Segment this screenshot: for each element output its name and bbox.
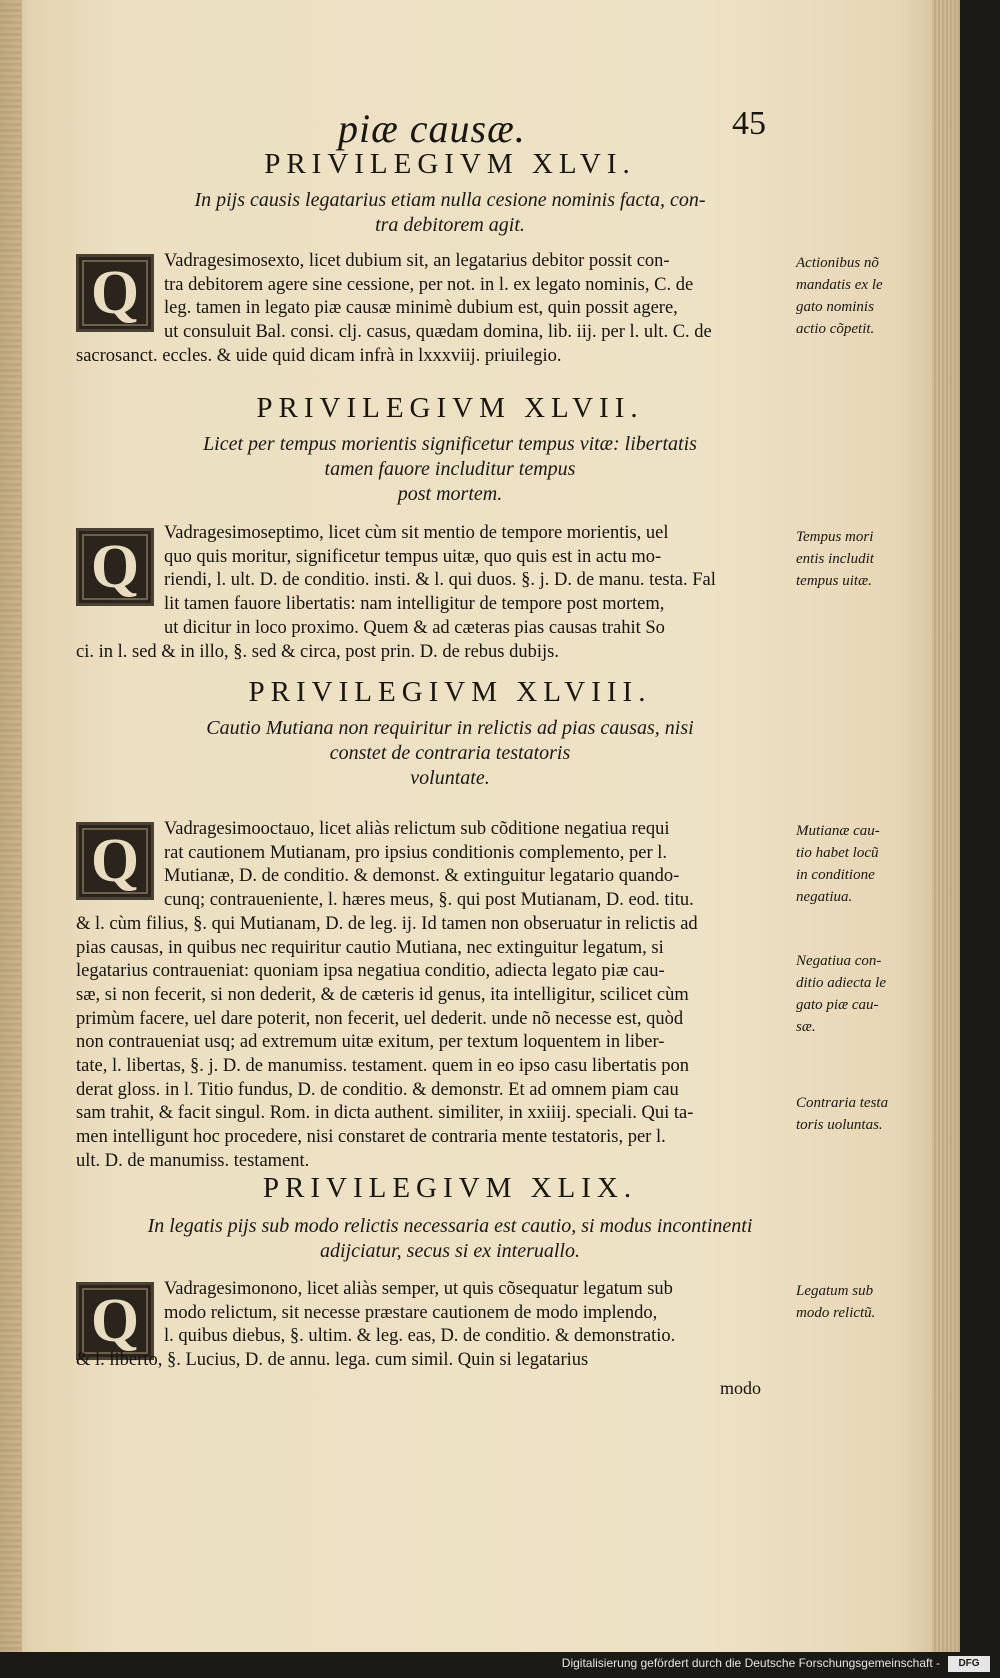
- summary-line: post mortem.: [397, 483, 503, 505]
- text-line: men intelligunt hoc procedere, nisi constaret de contraria mente testatoris, per l.: [76, 1127, 666, 1148]
- margin-note: [796, 526, 892, 592]
- section-heading: PRIVILEGIVM XLVII.: [256, 392, 644, 424]
- text-line: lit tamen fauore libertatis: nam intelligitur de tempore post mortem,: [164, 594, 665, 615]
- page-number: 45: [732, 105, 766, 142]
- margin-note-line: entis includit: [796, 551, 874, 567]
- text-line: tra debitorem agere sine cessione, per not. in l. ex legato nominis, C. de: [164, 274, 694, 295]
- summary-line: tamen fauore includitur tempus: [324, 458, 576, 480]
- summary-line: constet de contraria testatoris: [329, 742, 571, 764]
- text-line: riendi, l. ult. D. de conditio. insti. & l. qui duos. §. j. D. de manu. testa. Fal: [164, 570, 716, 591]
- margin-note-line: Contraria testa: [796, 1095, 889, 1111]
- initial-letter: Q: [90, 1287, 140, 1355]
- section-summary: [130, 716, 770, 791]
- margin-note-line: mandatis ex le: [796, 277, 883, 293]
- initial-letter: Q: [90, 827, 140, 895]
- summary-line: Cautio Mutiana non requiritur in relictis ad pias causas, nisi: [206, 717, 694, 739]
- running-head-title: piæ causæ.: [338, 106, 526, 151]
- margin-note: [796, 1092, 892, 1136]
- text-line: Vadragesimoseptimo, licet cùm sit mentio de tempore morientis, uel: [164, 523, 669, 543]
- text-line: Vadragesimooctauo, licet aliàs relictum sub cõditione negatiua requi: [164, 819, 670, 839]
- text-line: ult. D. de manumiss. testament.: [76, 1150, 310, 1171]
- text-line: Mutianæ, D. de conditio. & demonst. & extinguitur legatario quando-: [164, 866, 680, 887]
- text-line: l. quibus diebus, §. ultim. & leg. eas, D. de conditio. & demonstratio.: [164, 1326, 676, 1347]
- text-line: quo quis moritur, significetur tempus uitæ, quo quis est in actu mo-: [164, 546, 662, 567]
- margin-note-line: gato piæ cau-: [796, 997, 879, 1013]
- section-heading: PRIVILEGIVM XLVIII.: [248, 676, 652, 708]
- margin-note-line: sæ.: [796, 1019, 816, 1035]
- margin-note: [796, 820, 892, 908]
- margin-note-line: negatiua.: [796, 889, 853, 905]
- text-line: sacrosanct. eccles. & uide quid dicam infrà in lxxxviij. priuilegio.: [76, 345, 562, 366]
- summary-line: In legatis pijs sub modo relictis necessaria est cautio, si modus incontinenti: [147, 1215, 753, 1237]
- text-line: Vadragesimonono, licet aliàs semper, ut quis cõsequatur legatum sub: [164, 1279, 673, 1299]
- margin-note-line: Mutianæ cau-: [796, 823, 880, 839]
- text-line: & l. liberto, §. Lucius, D. de annu. lega. cum simil. Quin si legatarius: [76, 1350, 589, 1371]
- margin-note: [796, 1280, 892, 1324]
- text-line: modo relictum, sit necesse præstare cautionem de modo implendo,: [164, 1302, 658, 1323]
- section-text: [76, 818, 766, 1174]
- margin-note-line: Actionibus nõ: [796, 255, 879, 271]
- margin-note: [796, 950, 892, 1038]
- summary-line: voluntate.: [410, 767, 490, 789]
- margin-note-line: toris uoluntas.: [796, 1117, 883, 1133]
- initial-letter: Q: [90, 533, 140, 601]
- summary-line: tra debitorem agit.: [375, 214, 525, 236]
- section-text: [76, 250, 766, 369]
- text-line: legatarius contraueniat: quoniam ipsa negatiua conditio, adiecta legato piæ cau-: [76, 961, 665, 982]
- summary-line: In pijs causis legatarius etiam nulla cesione nominis facta, con-: [194, 189, 706, 211]
- initial-letter: Q: [90, 259, 140, 327]
- margin-note-line: tempus uitæ.: [796, 573, 872, 589]
- margin-note-line: Negatiua con-: [796, 953, 882, 969]
- section-heading: PRIVILEGIVM XLIX.: [262, 1172, 638, 1204]
- margin-note-line: Tempus mori: [796, 529, 874, 545]
- text-line: non contraueniat usq; ad extremum uitæ exitum, per textum loquentem in liber-: [76, 1032, 665, 1053]
- margin-note-line: gato nominis: [796, 299, 874, 315]
- text-line: ut consuluit Bal. consi. clj. casus, quædam domina, lib. iij. per l. ult. C. de: [164, 322, 712, 343]
- running-head: [70, 105, 830, 151]
- page-fore-edge: [932, 0, 960, 1652]
- text-line: pias causas, in quibus nec requiritur cautio Mutiana, nec extinguitur legatum, si: [76, 937, 664, 958]
- digitization-footer: [0, 1652, 1000, 1678]
- text-line: sæ, si non fecerit, si non dederit, & de cæteris id genus, ita intelligitur, scilicet cùm: [76, 984, 689, 1005]
- text-line: Vadragesimosexto, licet dubium sit, an legatarius debitor possit con-: [164, 251, 670, 271]
- text-line: ci. in l. sed & in illo, §. sed & circa, post prin. D. de rebus dubijs.: [76, 641, 559, 662]
- margin-note-line: actio cõpetit.: [796, 321, 875, 337]
- text-line: leg. tamen in legato piæ causæ minimè dubium est, quin possit agere,: [164, 298, 678, 319]
- margin-note-line: in conditione: [796, 867, 875, 883]
- text-line: derat gloss. in l. Titio fundus, D. de conditio. & demonstr. Et ad omnem piam cau: [76, 1079, 679, 1100]
- margin-note-line: modo relictũ.: [796, 1305, 876, 1321]
- section-text: [76, 1278, 766, 1373]
- text-line: & l. cùm filius, §. qui Mutianam, D. de leg. ij. Id tamen non obseruatur in relictis ad: [76, 913, 698, 934]
- catchword: modo: [720, 1378, 762, 1398]
- section-summary: [130, 1214, 770, 1264]
- binding-gutter: [0, 0, 22, 1652]
- margin-note-line: tio habet locũ: [796, 845, 879, 861]
- text-line: primùm facere, uel dare poterit, non fecerit, uel dederit. unde nõ necesse est, quòd: [76, 1008, 684, 1029]
- dfg-logo: DFG: [948, 1656, 990, 1672]
- text-line: ut dicitur in loco proximo. Quem & ad cæteras pias causas trahit So: [164, 617, 665, 638]
- summary-line: Licet per tempus morientis significetur tempus vitæ: libertatis: [203, 433, 697, 455]
- section-heading: PRIVILEGIVM XLVI.: [264, 148, 636, 180]
- text-line: tate, l. libertas, §. j. D. de manumiss. testament. quem in eo ipso casu libertatis pon: [76, 1056, 689, 1077]
- text-line: sam trahit, & facit singul. Rom. in dicta authent. similiter, in xxiiij. speciali. Qui ta-: [76, 1103, 694, 1124]
- margin-note: [796, 252, 892, 340]
- section-text: [76, 522, 766, 664]
- section-summary: [130, 432, 770, 507]
- summary-line: adijciatur, secus si ex interuallo.: [320, 1240, 580, 1262]
- text-line: rat cautionem Mutianam, pro ipsius conditionis complemento, per l.: [164, 842, 667, 863]
- margin-note-line: Legatum sub: [796, 1283, 874, 1299]
- footer-credit: Digitalisierung gefördert durch die Deutsche Forschungsgemeinschaft -: [561, 1656, 940, 1670]
- margin-note-line: ditio adiecta le: [796, 975, 886, 991]
- text-line: cunq; contraueniente, l. hæres meus, §. qui post Mutianam, D. eod. titu.: [164, 890, 694, 911]
- section-summary: [130, 188, 770, 238]
